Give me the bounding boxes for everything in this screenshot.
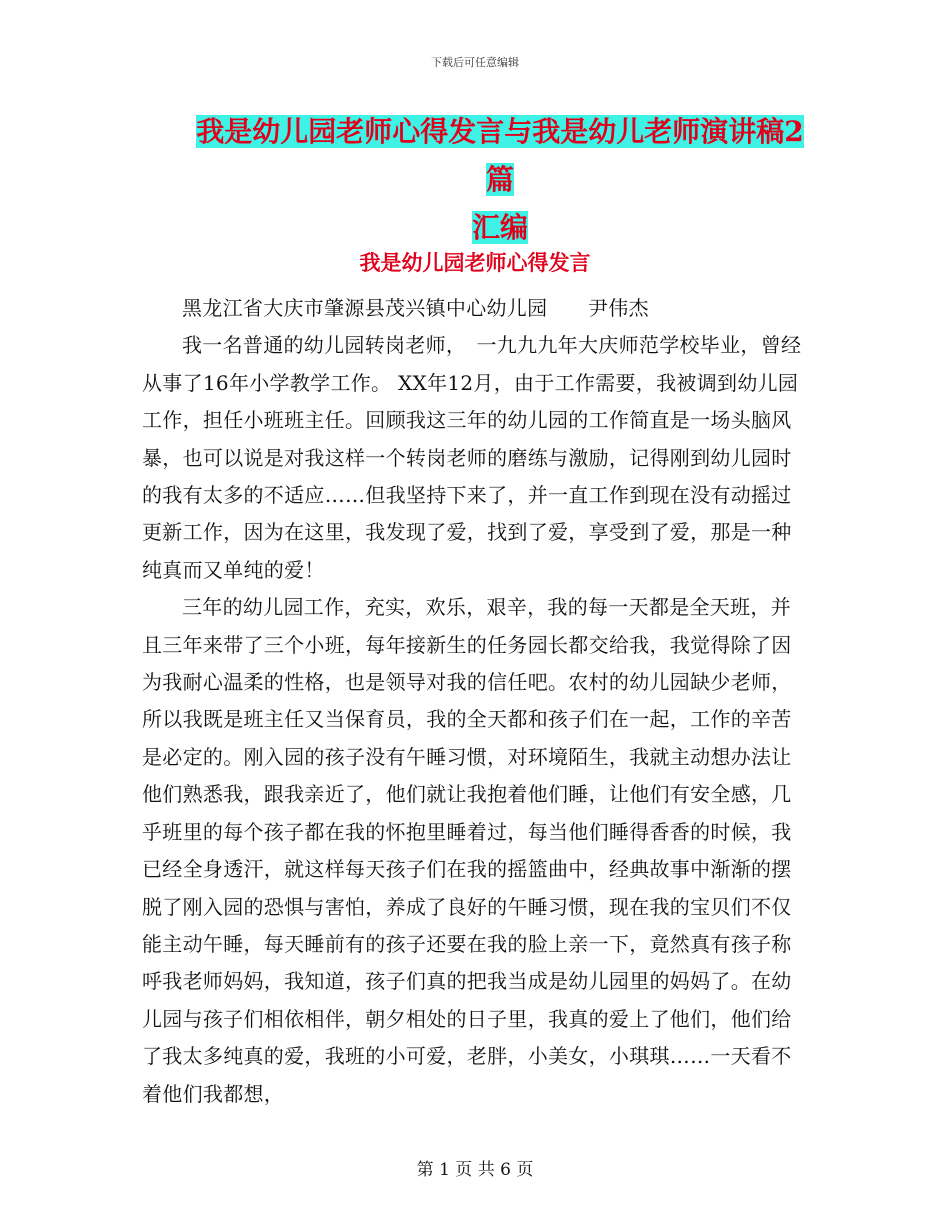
section-title: 我是幼儿园老师心得发言 [359,250,591,275]
paragraph: 我一名普通的幼儿园转岗老师， 一九九九年大庆师范学校毕业，曾经从事了16年小学教学工作。 XX年12月，由于工作需要，我被调到幼儿园工作，担任小班班主任。回顾我这三年的幼儿园的工作简直是一场头脑风暴，也可以说是对我这样一个转岗老师的磨练与激励，记得刚到幼儿园时的我有太多的不适应……但我坚持下来了，并一直工作到现在没有动摇过更新工作，因为在这里，我发现了爱，找到了爱，享受到了爱，那是一种纯真而又单纯的爱！ [142,333,802,582]
document-title-line-1: 我是幼儿园老师心得发言与我是幼儿老师演讲稿2篇 [196,115,804,196]
document-title-line-2: 汇编 [471,211,528,244]
document-title [190,108,810,252]
body-text [142,290,810,1113]
page-number: 第 1 页 共 6 页 [416,1160,534,1180]
author-line: 黑龙江省大庆市肇源县茂兴镇中心幼儿园 尹伟杰 [182,296,649,320]
page-footer [0,1155,950,1180]
paragraph: 三年的幼儿园工作，充实，欢乐，艰辛，我的每一天都是全天班，并且三年来带了三个小班，每年接新生的任务园长都交给我，我觉得除了因为我耐心温柔的性格，也是领导对我的信任吧。农村的幼儿园缺少老师，所以我既是班主任又当保育员，我的全天都和孩子们在一起，工作的辛苦是必定的。刚入园的孩子没有午睡习惯，对环境陌生，我就主动想办法让他们熟悉我，跟我亲近了，他们就让我抱着他们睡，让他们有安全感，几乎班里的每个孩子都在我的怀抱里睡着过，每当他们睡得香香的时候，我已经全身透汗，就这样每天孩子们在我的摇篮曲中，经典故事中渐渐的摆脱了刚入园的恐惧与害怕，养成了良好的午睡习惯，现在我的宝贝们不仅能主动午睡，每天睡前有的孩子还要在我的脸上亲一下，竟然真有孩子称呼我老师妈妈，我知道，孩子们真的把我当成是幼儿园里的妈妈了。在幼儿园与孩子们相依相伴，朝夕相处的日子里，我真的爱上了他们，他们给了我太多纯真的爱，我班的小可爱，老胖，小美女，小琪琪……一天看不着他们我都想， [142,595,792,1106]
header-note: 下载后可任意编辑 [431,56,519,69]
